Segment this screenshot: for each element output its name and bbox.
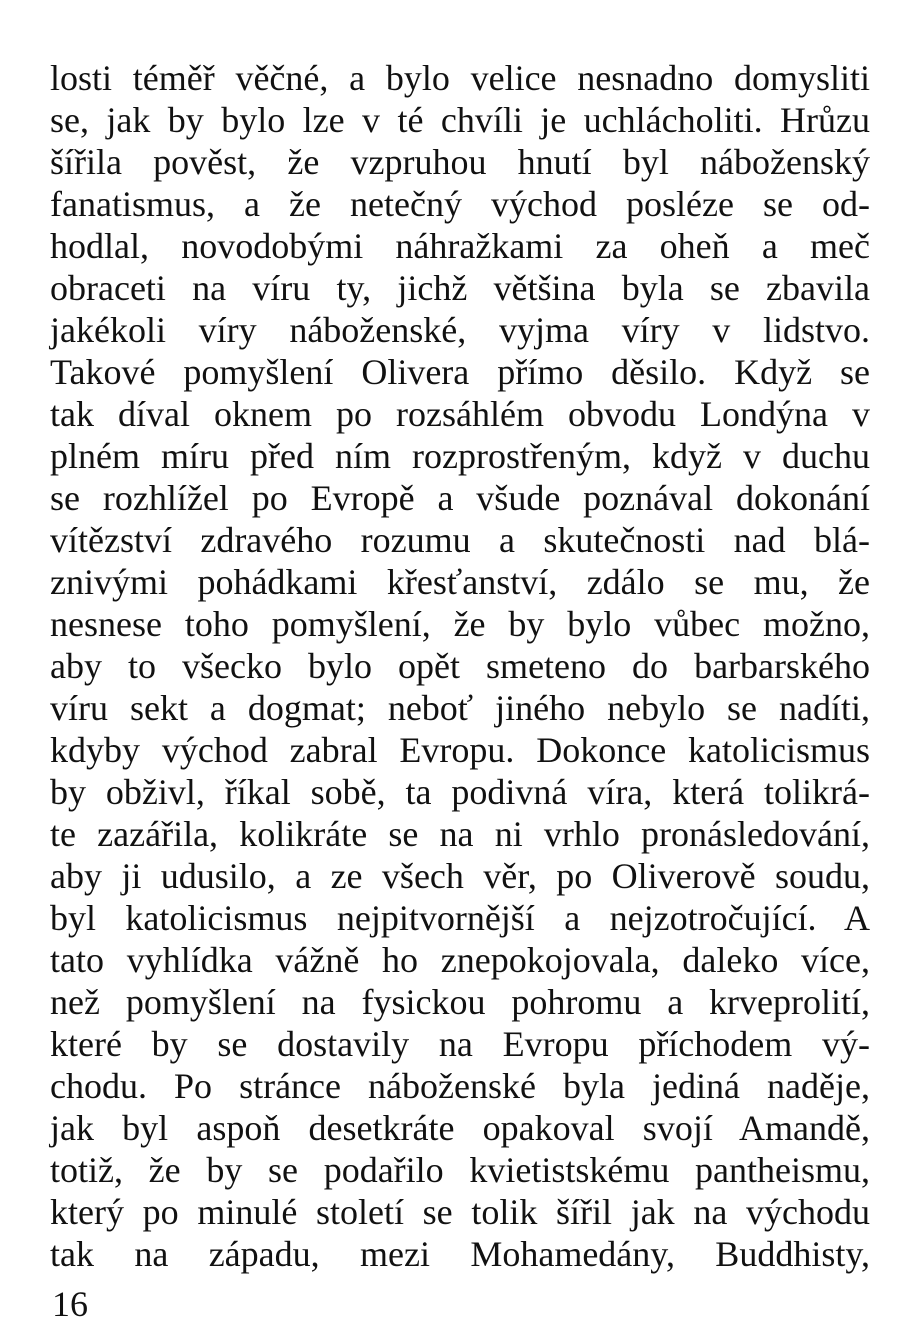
- page-number: 16: [52, 1284, 88, 1324]
- text-line: totiž, že by se podařilo kvietistskému pantheismu,: [50, 1150, 870, 1190]
- text-line: šířila pověst, že vzpruhou hnutí byl náboženský: [50, 142, 870, 182]
- text-line: tak na západu, mezi Mohamedány, Buddhisty,: [50, 1234, 870, 1274]
- text-line: plném míru před ním rozprostřeným, když v duchu: [50, 436, 870, 476]
- text-line: aby to všecko bylo opět smeteno do barbarského: [50, 646, 870, 686]
- text-line: tato vyhlídka vážně ho znepokojovala, daleko více,: [50, 940, 870, 980]
- text-line: obraceti na víru ty, jichž většina byla se zbavila: [50, 268, 870, 308]
- text-line: tak díval oknem po rozsáhlém obvodu Londýna v: [50, 394, 870, 434]
- body-text: [50, 57, 870, 1275]
- text-line: losti téměř věčné, a bylo velice nesnadno domysliti: [50, 58, 870, 98]
- text-line: se, jak by bylo lze v té chvíli je uchlácholiti. Hrůzu: [50, 100, 870, 140]
- text-line: chodu. Po stránce náboženské byla jediná naděje,: [50, 1066, 870, 1106]
- text-line: byl katolicismus nejpitvornější a nejzotročující. A: [50, 898, 870, 938]
- text-line: kdyby východ zabral Evropu. Dokonce katolicismus: [50, 730, 870, 770]
- text-line: jakékoli víry náboženské, vyjma víry v lidstvo.: [50, 310, 870, 350]
- text-line: víru sekt a dogmat; neboť jiného nebylo se nadíti,: [50, 688, 870, 728]
- text-line: te zazářila, kolikráte se na ni vrhlo pronásledování,: [50, 814, 870, 854]
- text-line: který po minulé století se tolik šířil jak na východu: [50, 1192, 870, 1232]
- text-line: znivými pohádkami křesťanství, zdálo se mu, že: [50, 562, 870, 602]
- text-line: jak byl aspoň desetkráte opakoval svojí Amandě,: [50, 1108, 870, 1148]
- text-line: Takové pomyšlení Olivera přímo děsilo. Když se: [50, 352, 870, 392]
- text-line: vítězství zdravého rozumu a skutečnosti nad blá-: [50, 520, 870, 560]
- text-line: které by se dostavily na Evropu příchodem vý-: [50, 1024, 870, 1064]
- text-line: aby ji udusilo, a ze všech věr, po Oliverově soudu,: [50, 856, 870, 896]
- text-line: by obživl, říkal sobě, ta podivná víra, která tolikrá-: [50, 772, 870, 812]
- text-line: fanatismus, a že netečný východ posléze se od-: [50, 184, 870, 224]
- text-line: se rozhlížel po Evropě a všude poznával dokonání: [50, 478, 870, 518]
- text-line: než pomyšlení na fysickou pohromu a krveprolití,: [50, 982, 870, 1022]
- text-line: hodlal, novodobými náhražkami za oheň a meč: [50, 226, 870, 266]
- text-line: nesnese toho pomyšlení, že by bylo vůbec možno,: [50, 604, 870, 644]
